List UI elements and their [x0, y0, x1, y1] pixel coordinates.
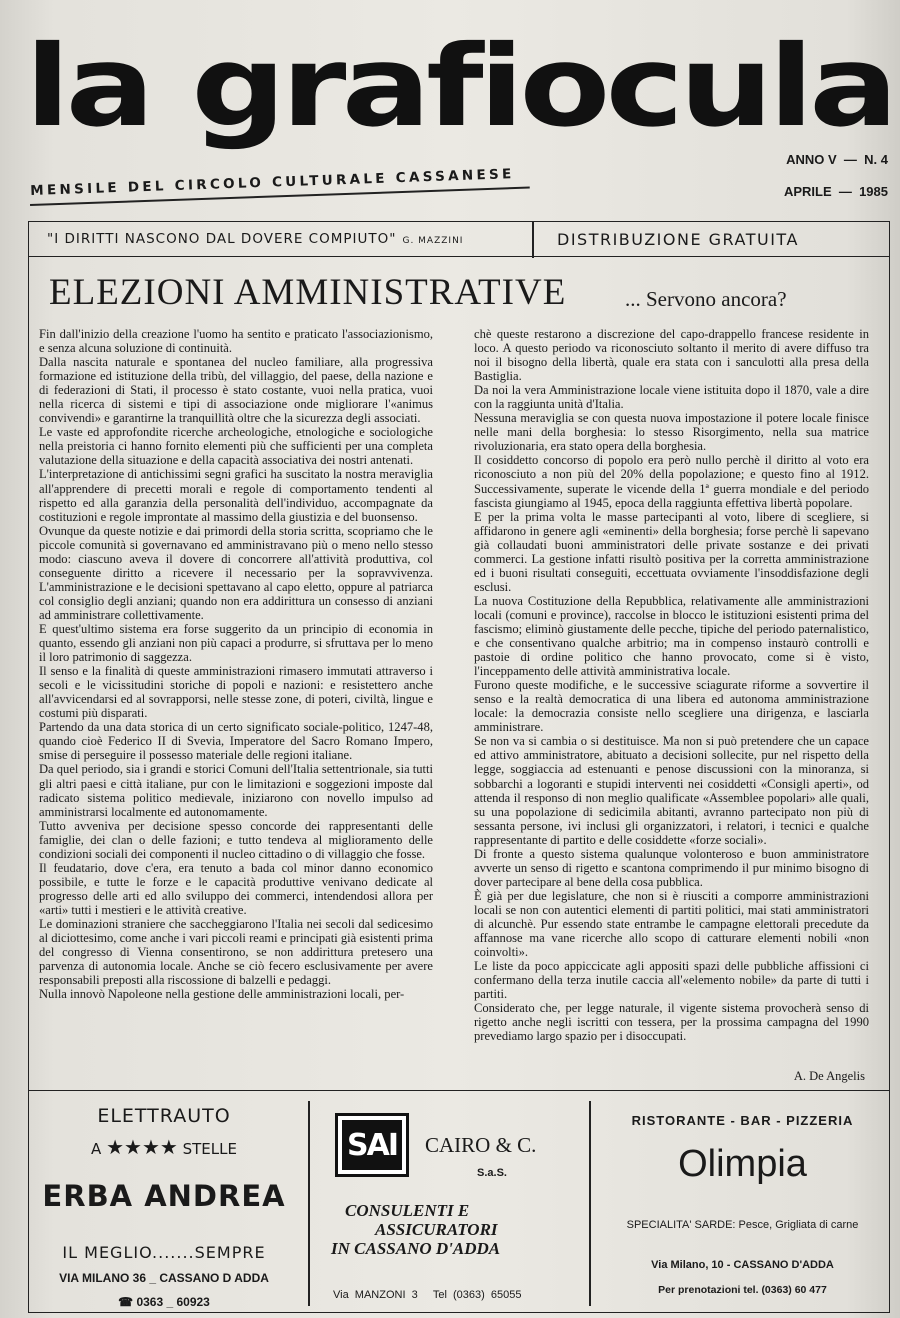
paragraph: E quest'ultimo sistema era forse suggerito da un principio di economia in quanto, essendo gli anziani non più capaci a produrre, si sfruttava per lo meno il loro patrimonio di saggezza. [39, 621, 433, 665]
issue-info [748, 152, 888, 216]
star-icon: ★★★★ [106, 1135, 178, 1159]
ad-elettrauto [29, 1091, 299, 1313]
motto-author: G. MAZZINI [402, 236, 464, 246]
ad-olimpia-address: Via Milano, 10 - CASSANO D'ADDA [651, 1259, 834, 1271]
paragraph: Da quel periodo, sia i grandi e storici Comuni dell'Italia settentrionale, sia tutti gli altri paesi e città italiane, pur con le limitazioni e soggezioni imposte dal radicato sistema politico medievale, iniziarono con novello impulso ad amministrarsi localmente ed autonomamente. [39, 762, 433, 819]
paragraph: L'interpretazione di antichissimi segni grafici ha suscitato la nostra meraviglia all'apprendere di precetti morali e regole di comportamento tendenti al rispetto ed alla garanzia della personalità dell'individuo, accompagnate da costituzioni e regole improntate al massimo della giustizia e del buonsenso. [39, 467, 433, 524]
ad-elettrauto-slogan: IL MEGLIO.......SEMPRE [62, 1243, 266, 1262]
paragraph: Considerato che, per legge naturale, il vigente sistema provocherà senso di rigetto anche negli iscritti con tessera, per la prossima campagna del 1990 prevediamo largo spazio per i disoccupati. [474, 1001, 869, 1044]
motto-bar [28, 221, 890, 257]
article-headline: ELEZIONI AMMINISTRATIVE [49, 272, 567, 313]
paragraph: E per la prima volta le masse partecipanti al voto, libere di scegliere, si affidarono in genere agli «eminenti» della borghesia; forse perchè li sapevano già collaudati buoni amministratori delle private sostanze e dei privati commerci. La gestione infatti risultò positiva per la corretta amministrazione ed i buoni risultati conseguiti, eccettuata ovviamente l'insoddisfazione degli esclusi. [474, 509, 869, 594]
ad-olimpia-category: RISTORANTE - BAR - PIZZERIA [631, 1113, 854, 1128]
paragraph: Furono queste modifiche, e le successive sciagurate riforme a sovvertire il senso e la realtà democratica di una libera ed autonoma amministrazione locale: la democrazia consiste nello scegliere una dirigenza, e lasciarla amministrare. [474, 678, 869, 735]
ad-elettrauto-address: VIA MILANO 36 _ CASSANO D ADDA [59, 1271, 269, 1285]
ad-elettrauto-title: ELETTRAUTO [97, 1105, 231, 1127]
paragraph: Le liste da poco appiccicate agli appositi spazi delle pubbliche affissioni ci confermano della terza inutile caccia all'«elemento nobile» da parte di tutti i partiti. [474, 959, 869, 1002]
paragraph: Il feudatario, dove c'era, era tenuto a bada col minor danno economico possibile, e tutte le forze e le capacità produttive venivano dedicate al progresso delle arti ed allo sviluppo dei commerci, intendendosi allora per «arti» tutti i mestieri e le attività creative. [39, 860, 433, 917]
ad-separator [308, 1101, 310, 1306]
paragraph: Da noi la vera Amministrazione locale viene istituita dopo il 1870, vale a dire con la raggiunta unità d'Italia. [474, 383, 869, 412]
issue-date: APRILE — 1985 [783, 184, 888, 199]
paragraph: Nessuna meraviglia se con questa nuova impostazione il potere locale finisce nelle mani della borghesia: lo stesso Risorgimento, nella sua matrice rivoluzionaria, era stato opera della borghesia. [474, 411, 869, 454]
paragraph: Tutto avveniva per decisione spesso concorde dei rappresentanti delle famiglie, dei clan o delle fazioni; e tutto tendeva al miglioramento delle condizioni sociali dei componenti il nucleo cittadino o di villaggio che fosse. [39, 818, 433, 861]
ad-olimpia-specialty: SPECIALITA' SARDE: Pesce, Grigliata di carne [626, 1219, 859, 1231]
masthead [25, 22, 894, 152]
paragraph: Il senso e la finalità di queste amministrazioni rimasero immutati attraverso i secoli e le vicissitudini storiche di popoli e nazioni: e resistettero anche all'avvicendarsi ed al sovrapporsi, nelle stesse zone, di poteri, civiltà, lingue e costumi più disparati. [39, 664, 433, 721]
paragraph: Se non va si cambia o si destituisce. Ma non si può pretendere che un capace ed attivo amministratore, abituato a decisioni sollecite, pur nel rispetto della legge, soggiaccia ad estenuanti e penose discussioni con la minoranza, si sobbarchi a logoranti e stupidi interventi nei cosiddetti «Consigli aperti», od attenda il responso di non meglio qualificate «Assemblee popolari» alle quali, su una popolazione di sedicimila abitanti, avranno partecipato non più di sessanta persone, ivi inclusi gli organizzatori, i relatori, i tecnici e qualche rappresentante di partito e delle cosiddette «forze sociali». [474, 734, 869, 847]
ad-olimpia [595, 1091, 890, 1313]
ad-sai [317, 1091, 585, 1313]
ad-olimpia-name: Olimpia [678, 1143, 807, 1185]
paragraph: chè queste restarono a discrezione del capo-drappello francese residente in loco. A questo periodo va riconosciuto soltanto il merito di avere diffuso tra noi il bisogno della libertà, quale era stata con i sanculotti alla presa della Bastiglia. [474, 327, 869, 384]
paragraph: Le dominazioni straniere che saccheggiarono l'Italia nei secoli dal sedicesimo al diciottesimo, come anche i vari piccoli reami e principati già esistenti prima del congresso di Vienna consentirono, se non addirittura pretesero una parvenza di autonomia locale. Anche se ciò fecero esclusivamente per avere responsabili preposti alla riscossione di balzelli e pedaggi. [39, 916, 433, 988]
paragraph: Le vaste ed approfondite ricerche archeologiche, etnologiche e sociologiche nella preistoria ci hanno fornito elementi più che sufficienti per una completa valutazione della situazione e della capacità associativa dei nostri antenati. [39, 425, 433, 468]
newspaper-logo: la grafiocula [25, 22, 894, 152]
ad-sai-address: Via MANZONI 3 Tel (0363) 65055 [333, 1289, 522, 1301]
paragraph: La nuova Costituzione della Repubblica, relativamente alle amministrazioni locali (comuni e province), raccolse in blocco le istituzioni esistenti prima del fascismo; eliminò giustamente delle pecche, tipiche del periodo paternalistico, e che consentivano qualche arbitrio; ma in compenso instaurò controlli e pastoie di ordine politico che hanno provocato, come si è visto, l'inceppamento delle attività amministrativa locale. [474, 593, 869, 679]
paragraph: Nulla innovò Napoleone nella gestione delle amministrazioni locali, per- [39, 987, 405, 1002]
paragraph: Dalla nascita naturale e spontanea del nucleo familiare, alla progressiva formazione ed istituzione della tribù, del villaggio, del paese, della nazione e di federazioni di Stati, il processo è stato costante, vuoi nella pratica, vuoi nella ricerca di sistemi e tipi di associazione onde migliorare l'«animus convivendi» e garantirne la tranquillità oltre che la sicurezza degli associati. [39, 355, 433, 426]
paragraph: Di fronte a questo sistema qualunque volonteroso e buon amministratore avverte un senso di rigetto e scantona comprimendo il pur minimo bisogno di dover partecipare al bene della cosa pubblica. [474, 846, 869, 889]
issue-number: ANNO V — N. 4 [786, 152, 888, 167]
paragraph: Partendo da una data storica di un certo significato sociale-politico, 1247-48, quando cioè Federico II di Svevia, Imperatore del Sacro Romano Impero, smise di perseguire il possesso materiale delle regioni italiane. [39, 720, 433, 763]
ad-sai-suffix: S.a.S. [477, 1167, 507, 1179]
article-column-1 [39, 327, 433, 1087]
paragraph: Fin dall'inizio della creazione l'uomo ha sentito e praticato l'associazionismo, e senza alcuna soluzione di continuità. [39, 327, 433, 356]
ads-section [28, 1091, 890, 1313]
article-column-2 [474, 327, 869, 1087]
ad-elettrauto-rating: A ★★★★ STELLE [91, 1135, 237, 1159]
motto [47, 231, 463, 247]
ad-elettrauto-name: ERBA ANDREA [42, 1179, 286, 1213]
ad-separator [589, 1101, 591, 1306]
tagline: MENSILE DEL CIRCOLO CULTURALE CASSANESE [30, 166, 515, 199]
motto-divider [532, 222, 534, 258]
article-subhead: ... Servono ancora? [625, 287, 787, 311]
article-signature: A. De Angelis [793, 1069, 865, 1083]
ad-sai-company: CAIRO & C. [425, 1133, 537, 1157]
ad-sai-tagline: CONSULENTI E ASSICURATORI IN CASSANO D'ADDA [331, 1201, 501, 1258]
sai-logo [335, 1113, 409, 1177]
ad-elettrauto-phone: ☎ 0363 _ 60923 [118, 1295, 210, 1309]
distribution-label: DISTRIBUZIONE GRATUITA [557, 230, 799, 249]
paragraph: È già per due legislature, che non si è riusciti a comporre amministrazioni locali se non con autentici elementi di partiti politici, mai stati amministratori di alcunchè. Pur essendo state entrambe le campagne elettorali precedute da affannose ma vane ricerche allo scopo di catturare elementi nobili «non coinvolti». [474, 888, 869, 960]
sai-logo-text: SAI [342, 1120, 402, 1170]
motto-text: "I DIRITTI NASCONO DAL DOVERE COMPIUTO" [47, 231, 397, 247]
article [28, 256, 890, 1091]
paragraph: Ovunque da queste notizie e dai primordi della storia scritta, scopriamo che le piccole comunità si governavano ed amministravano più o meno nello stesso modo: ciascuno aveva il dovere di concorrere all'attività produttiva, col conseguente diritto a ricevere il necessario per la sopravvivenza. L'amministrazione e le decisioni spettavano al capo eletto, oppure al patriarca col consiglio degli anziani; quando non era addirittura un consesso di anziani ad amministrare collettivamente. [39, 523, 433, 622]
paragraph: Il cosiddetto concorso di popolo era però nullo perchè il diritto al voto era riconosciuto a non più del 20% della popolazione; e questo fino al 1912. Successivamente, superate le vicende della 1ª guerra mondiale e del periodo fascista giungiamo al 1945, epoca della raggiunta effettiva libertà popolare. [474, 453, 869, 510]
ad-olimpia-booking: Per prenotazioni tel. (0363) 60 477 [658, 1284, 827, 1296]
